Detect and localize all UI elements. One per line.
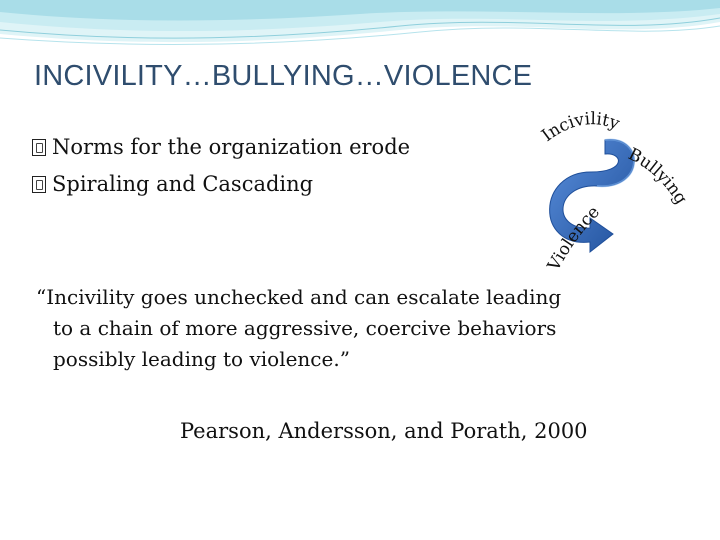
slide-title: INCIVILITY…BULLYING…VIOLENCE bbox=[34, 60, 533, 92]
bullet-text: Norms for the organization erode bbox=[52, 134, 411, 159]
cycle-label-bullying: Bullying bbox=[624, 144, 692, 209]
quote-block bbox=[36, 282, 656, 375]
bullet-list bbox=[32, 128, 410, 202]
bullet-icon bbox=[32, 176, 46, 193]
citation: Pearson, Andersson, and Porath, 2000 bbox=[180, 419, 588, 443]
bullet-item bbox=[32, 165, 410, 202]
escalation-cycle-graphic bbox=[535, 110, 695, 280]
bullet-text: Spiraling and Cascading bbox=[52, 171, 314, 196]
bullet-item bbox=[32, 128, 410, 165]
quote-line: “Incivility goes unchecked and can escalate leading bbox=[36, 285, 562, 309]
cycle-arrow-icon bbox=[550, 140, 634, 252]
quote-line: possibly leading to violence.” bbox=[53, 347, 350, 371]
quote-line: to a chain of more aggressive, coercive behaviors bbox=[53, 316, 557, 340]
bullet-icon bbox=[32, 139, 46, 156]
cycle-label-violence: Violence bbox=[543, 202, 604, 275]
cycle-label-incivility: Incivility bbox=[538, 110, 623, 146]
